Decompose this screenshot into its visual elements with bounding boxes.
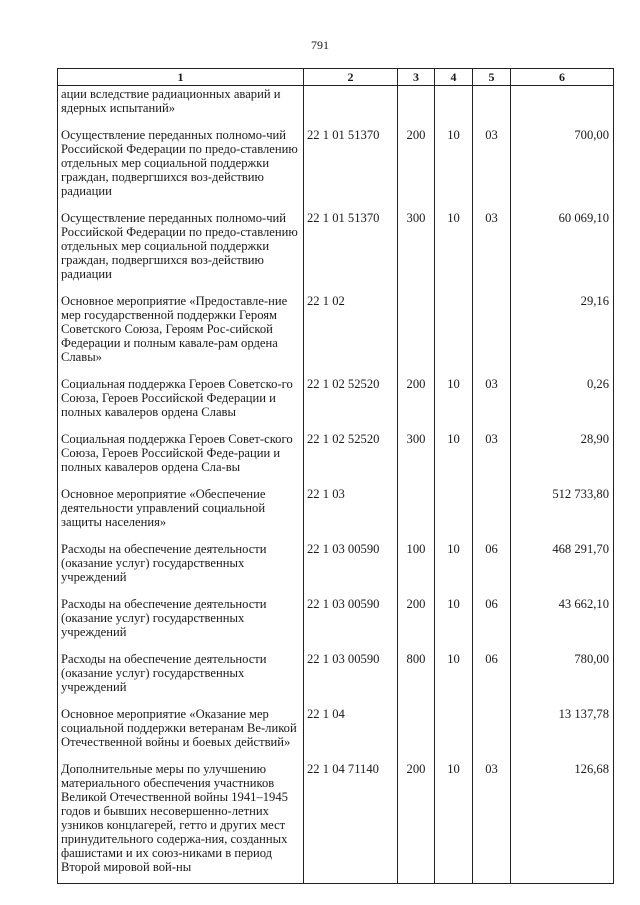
row-name: Расходы на обеспечение деятельности (оказание услуг) государственных учреждений [58, 648, 304, 703]
row-section: 10 [435, 124, 473, 207]
column-header-5: 5 [473, 69, 511, 86]
table-row [58, 373, 614, 428]
row-subsection [473, 483, 511, 538]
row-name: Основное мероприятие «Предоставле-ние мер государственной поддержки Героям Советского Союза, Героям Рос-сийской Федерации и полным кавале-рам ордена Славы» [58, 290, 304, 373]
row-subsection: 03 [473, 207, 511, 290]
row-expense-type [398, 703, 435, 758]
row-name: Расходы на обеспечение деятельности (оказание услуг) государственных учреждений [58, 593, 304, 648]
row-expense-type: 800 [398, 648, 435, 703]
table-row [58, 124, 614, 207]
row-code: 22 1 02 52520 [304, 373, 398, 428]
row-name: Осуществление переданных полномо-чий Российской Федерации по предо-ставлению отдельных мер социальной поддержки граждан, подвергшихся воз-действию радиации [58, 124, 304, 207]
row-code: 22 1 01 51370 [304, 124, 398, 207]
row-expense-type: 200 [398, 758, 435, 884]
row-code: 22 1 03 00590 [304, 538, 398, 593]
row-amount: 0,26 [511, 373, 614, 428]
row-amount: 512 733,80 [511, 483, 614, 538]
row-section [435, 703, 473, 758]
table-row [58, 593, 614, 648]
row-amount: 126,68 [511, 758, 614, 884]
row-code: 22 1 03 [304, 483, 398, 538]
row-expense-type [398, 86, 435, 125]
row-code: 22 1 04 71140 [304, 758, 398, 884]
table-row [58, 290, 614, 373]
row-name: Осуществление переданных полномо-чий Российской Федерации по предо-ставлению отдельных мер социальной поддержки граждан, подвергшихся воз-действию радиации [58, 207, 304, 290]
row-expense-type: 100 [398, 538, 435, 593]
table-header-row [58, 69, 614, 86]
row-section: 10 [435, 648, 473, 703]
row-section: 10 [435, 207, 473, 290]
table-row [58, 483, 614, 538]
table-row [58, 648, 614, 703]
column-header-1: 1 [58, 69, 304, 86]
row-subsection: 06 [473, 593, 511, 648]
row-subsection: 03 [473, 373, 511, 428]
column-header-6: 6 [511, 69, 614, 86]
row-subsection: 03 [473, 124, 511, 207]
row-subsection [473, 290, 511, 373]
row-name: Дополнительные меры по улучшению материального обеспечения участников Великой Отечественной войны 1941–1945 годов и бывших несовершенно-летних узников концлагерей, гетто и других мест принудительного содержа-ния, созданных фашистами и их союз-никами в период Второй мировой вой-ны [58, 758, 304, 884]
table-row [58, 86, 614, 125]
row-expense-type [398, 290, 435, 373]
row-section [435, 86, 473, 125]
row-subsection: 03 [473, 758, 511, 884]
row-subsection: 03 [473, 428, 511, 483]
row-amount: 43 662,10 [511, 593, 614, 648]
row-name: Основное мероприятие «Обеспечение деятельности управлений социальной защиты населения» [58, 483, 304, 538]
row-amount: 780,00 [511, 648, 614, 703]
page-number: 791 [311, 38, 329, 52]
row-expense-type: 300 [398, 207, 435, 290]
row-subsection [473, 86, 511, 125]
row-amount [511, 86, 614, 125]
column-header-2: 2 [304, 69, 398, 86]
row-amount: 28,90 [511, 428, 614, 483]
row-expense-type: 200 [398, 373, 435, 428]
row-name: Основное мероприятие «Оказание мер социальной поддержки ветеранам Ве-ликой Отечественной войны и боевых действий» [58, 703, 304, 758]
row-amount: 60 069,10 [511, 207, 614, 290]
row-code [304, 86, 398, 125]
row-amount: 700,00 [511, 124, 614, 207]
column-header-4: 4 [435, 69, 473, 86]
row-expense-type: 200 [398, 593, 435, 648]
row-code: 22 1 02 52520 [304, 428, 398, 483]
column-header-3: 3 [398, 69, 435, 86]
row-expense-type [398, 483, 435, 538]
row-expense-type: 200 [398, 124, 435, 207]
row-code: 22 1 03 00590 [304, 593, 398, 648]
row-section: 10 [435, 538, 473, 593]
row-expense-type: 300 [398, 428, 435, 483]
row-section: 10 [435, 373, 473, 428]
budget-table [57, 68, 614, 884]
table-row [58, 538, 614, 593]
row-amount: 29,16 [511, 290, 614, 373]
row-subsection: 06 [473, 648, 511, 703]
row-section [435, 483, 473, 538]
row-code: 22 1 04 [304, 703, 398, 758]
table-row [58, 703, 614, 758]
row-name: Социальная поддержка Героев Совет-ского Союза, Героев Российской Феде-рации и полных кавалеров ордена Сла-вы [58, 428, 304, 483]
table-row [58, 758, 614, 884]
row-name: Расходы на обеспечение деятельности (оказание услуг) государственных учреждений [58, 538, 304, 593]
table-row [58, 428, 614, 483]
row-section: 10 [435, 593, 473, 648]
row-amount: 13 137,78 [511, 703, 614, 758]
row-subsection [473, 703, 511, 758]
row-amount: 468 291,70 [511, 538, 614, 593]
row-code: 22 1 01 51370 [304, 207, 398, 290]
row-section [435, 290, 473, 373]
row-subsection: 06 [473, 538, 511, 593]
row-name: ации вследствие радиационных аварий и ядерных испытаний» [58, 86, 304, 125]
row-section: 10 [435, 758, 473, 884]
row-section: 10 [435, 428, 473, 483]
row-name: Социальная поддержка Героев Советско-го Союза, Героев Российской Федерации и полных кавалеров ордена Славы [58, 373, 304, 428]
table-row [58, 207, 614, 290]
row-code: 22 1 03 00590 [304, 648, 398, 703]
row-code: 22 1 02 [304, 290, 398, 373]
